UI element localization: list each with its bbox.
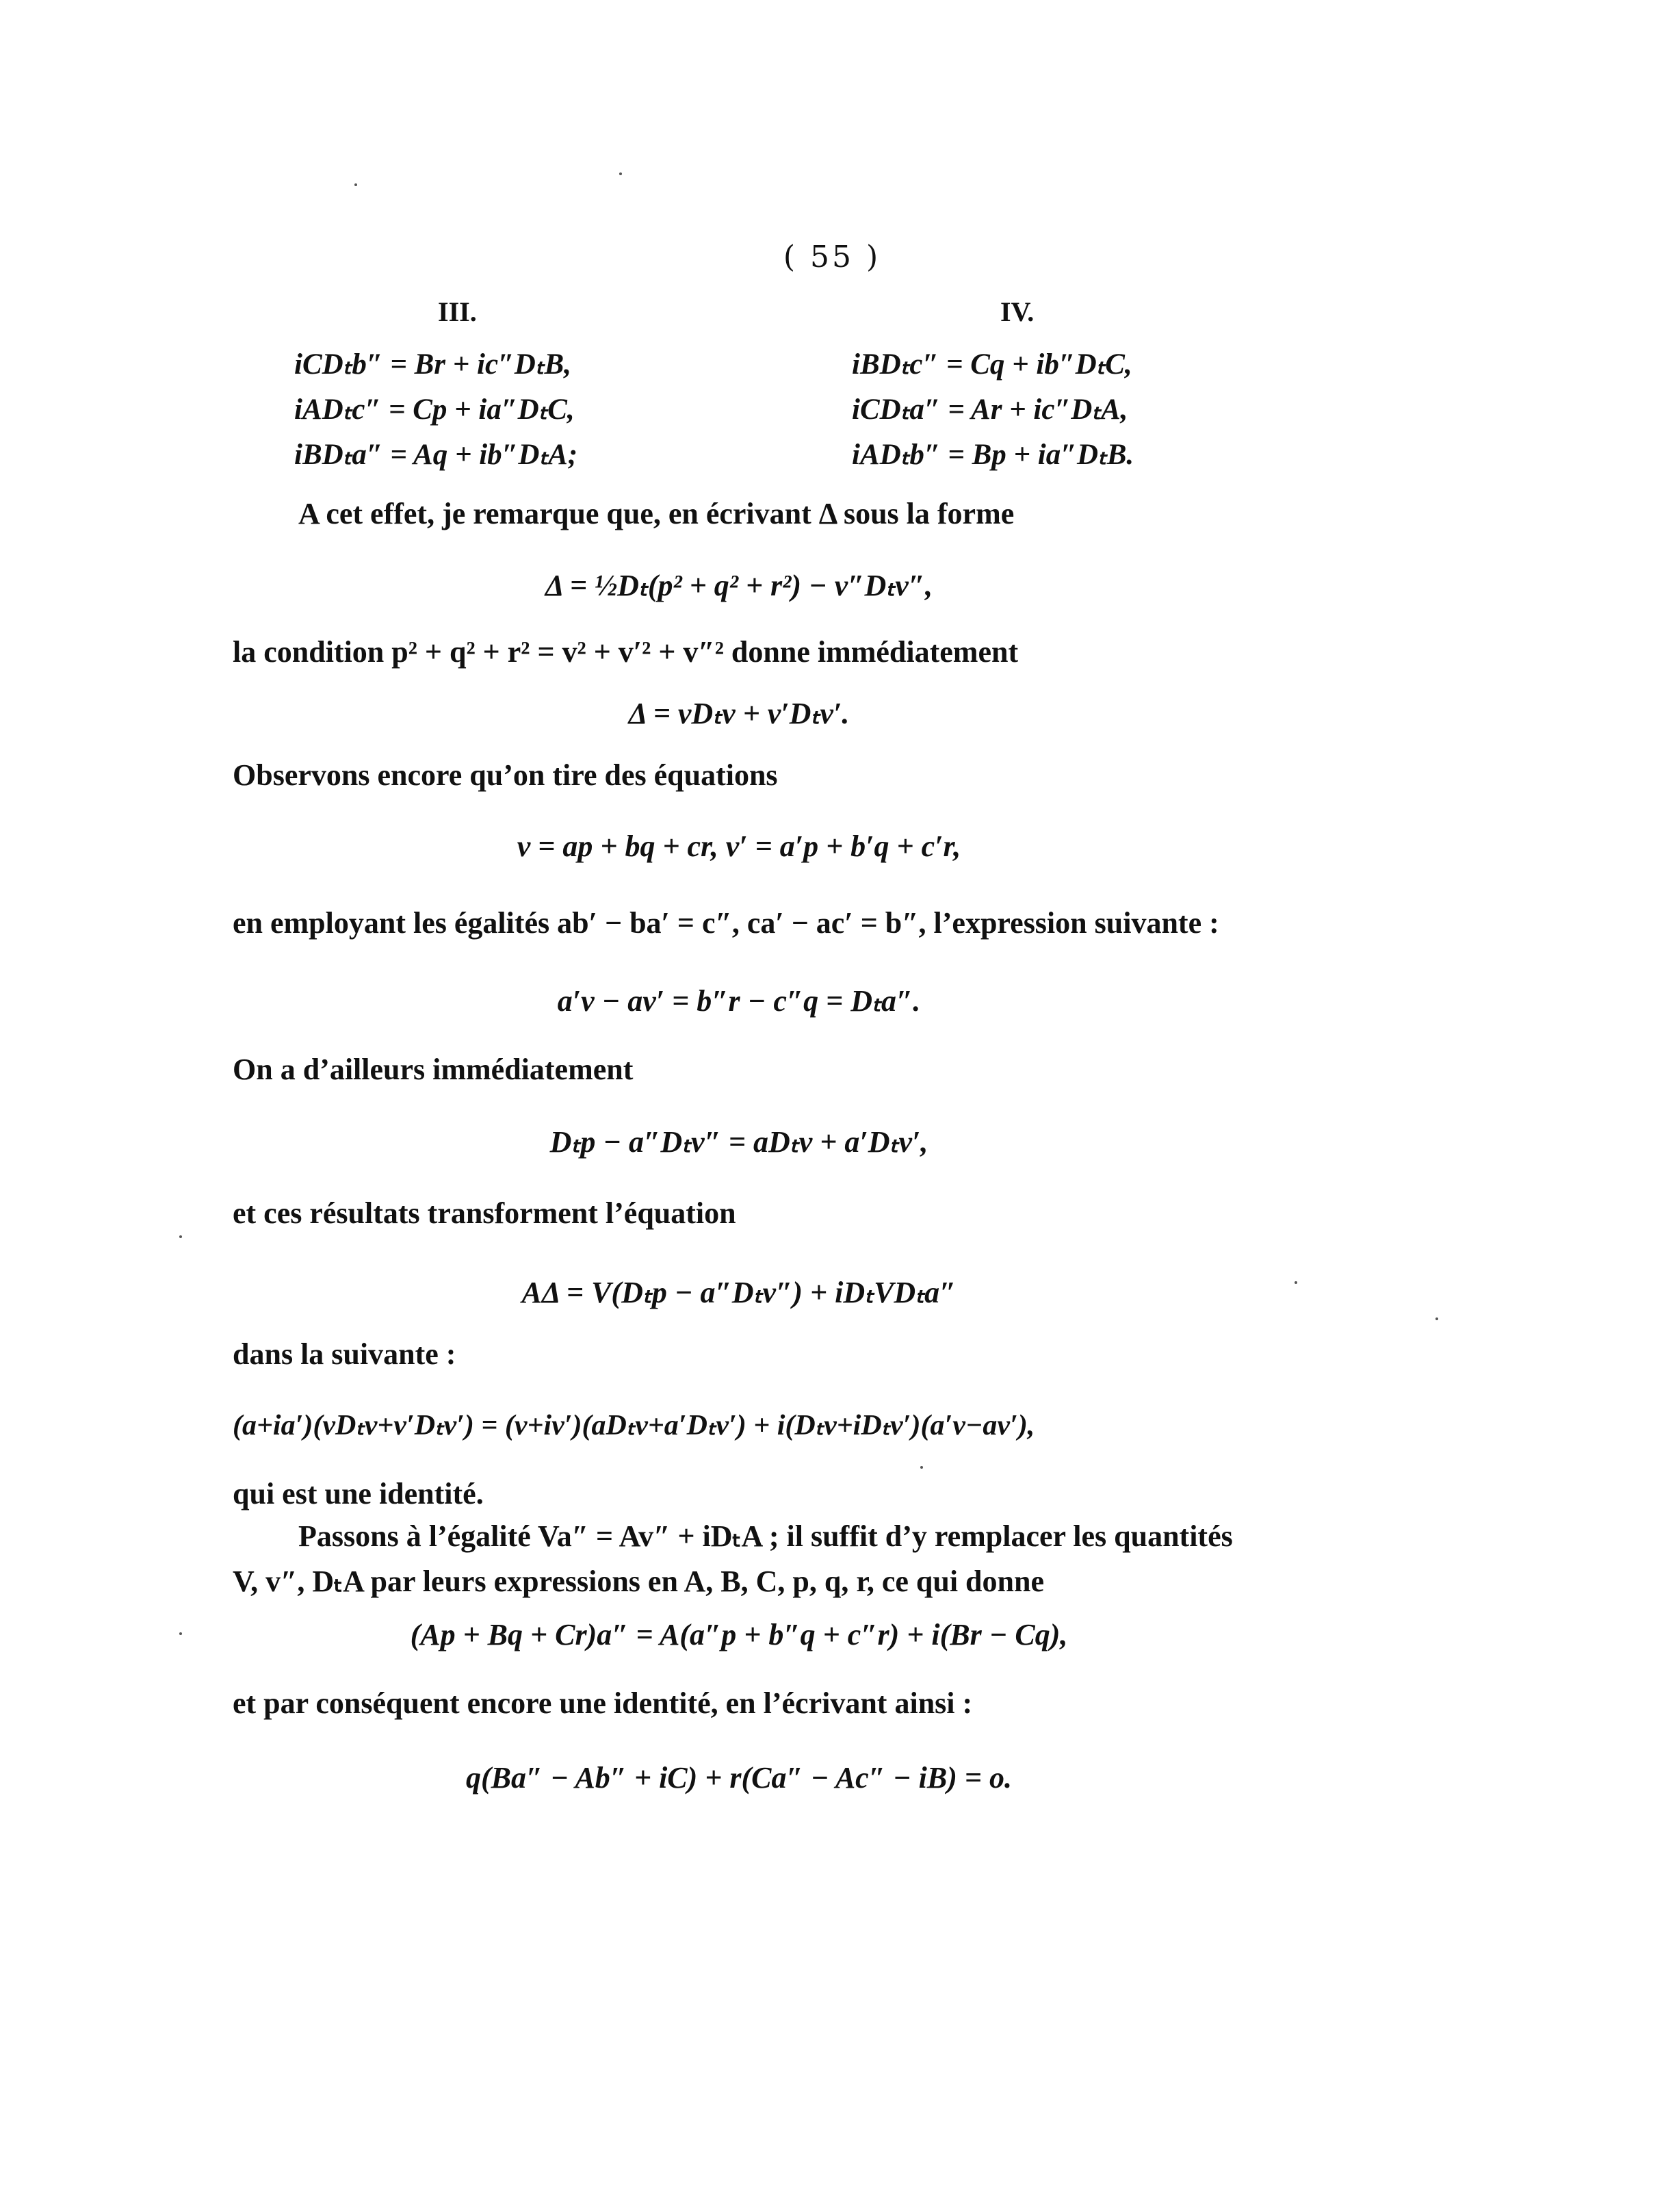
paragraph: en employant les égalités ab′ − ba′ = c″, ca′ − ac′ = b″, l’expression suivante : (233, 906, 1219, 940)
column-heading-iv: IV. (1000, 296, 1035, 327)
paragraph: A cet effet, je remarque que, en écrivant Δ sous la forme (298, 497, 1015, 530)
equation: a′v − av′ = b″r − c″q = Dₜa″. (557, 984, 921, 1018)
scan-speck (1295, 1281, 1297, 1284)
scan-speck (1435, 1317, 1438, 1320)
paragraph: et par conséquent encore une identité, en l’écrivant ainsi : (233, 1686, 973, 1720)
equations-column-iv (852, 342, 1134, 478)
paragraph: dans la suivante : (233, 1337, 456, 1371)
equation: q(Ba″ − Ab″ + iC) + r(Ca″ − Ac″ − iB) = o. (466, 1761, 1012, 1795)
equation-line: iADₜb″ = Bp + ia″DₜB. (852, 439, 1134, 471)
scan-speck (179, 1235, 182, 1238)
equation-line: iBDₜa″ = Aq + ib″DₜA; (294, 439, 578, 471)
scan-speck (619, 172, 622, 175)
equation: Dₜp − a″Dₜv″ = aDₜv + a′Dₜv′, (549, 1125, 928, 1159)
paragraph: On a d’ailleurs immédiatement (233, 1053, 634, 1086)
page-number: ( 55 ) (783, 240, 881, 274)
paragraph: Passons à l’égalité Va″ = Av″ + iDₜA ; il suffit d’y remplacer les quantités V, v″, DₜA par leurs expressions en A, B, C, p, q, r, ce qui donne (233, 1519, 1233, 1598)
scan-speck (920, 1466, 923, 1469)
equation-line: iCDₜa″ = Ar + ic″DₜA, (852, 394, 1128, 426)
equation-line: iADₜc″ = Cp + ia″DₜC, (294, 394, 575, 426)
equation: v = ap + bq + cr, v′ = a′p + b′q + c′r, (517, 830, 961, 863)
equation-line: iBDₜc″ = Cq + ib″DₜC, (852, 348, 1132, 381)
equations-column-iii (294, 342, 577, 478)
column-heading-iii: III. (438, 296, 477, 327)
scan-speck (354, 183, 357, 186)
equation: AΔ = V(Dₜp − a″Dₜv″) + iDₜVDₜa″ (521, 1276, 957, 1309)
equation: Δ = ½Dₜ(p² + q² + r²) − v″Dₜv″, (545, 569, 933, 602)
equation: (a+ia′)(vDₜv+v′Dₜv′) = (v+iv′)(aDₜv+a′Dₜv′) + i(Dₜv+iDₜv′)(a′v−av′), (233, 1410, 1035, 1441)
scan-speck (179, 1632, 182, 1635)
equation: (Ap + Bq + Cr)a″ = A(a″p + b″q + c″r) + i(Br − Cq), (410, 1618, 1068, 1651)
paragraph: qui est une identité. (233, 1477, 484, 1510)
paragraph: Observons encore qu’on tire des équations (233, 758, 778, 792)
paragraph: la condition p² + q² + r² = v² + v′² + v″² donne immédiatement (233, 635, 1019, 669)
equation: Δ = vDₜv + v′Dₜv′. (628, 697, 850, 730)
equation-line: iCDₜb″ = Br + ic″DₜB, (294, 348, 571, 381)
paragraph: et ces résultats transforment l’équation (233, 1196, 736, 1230)
